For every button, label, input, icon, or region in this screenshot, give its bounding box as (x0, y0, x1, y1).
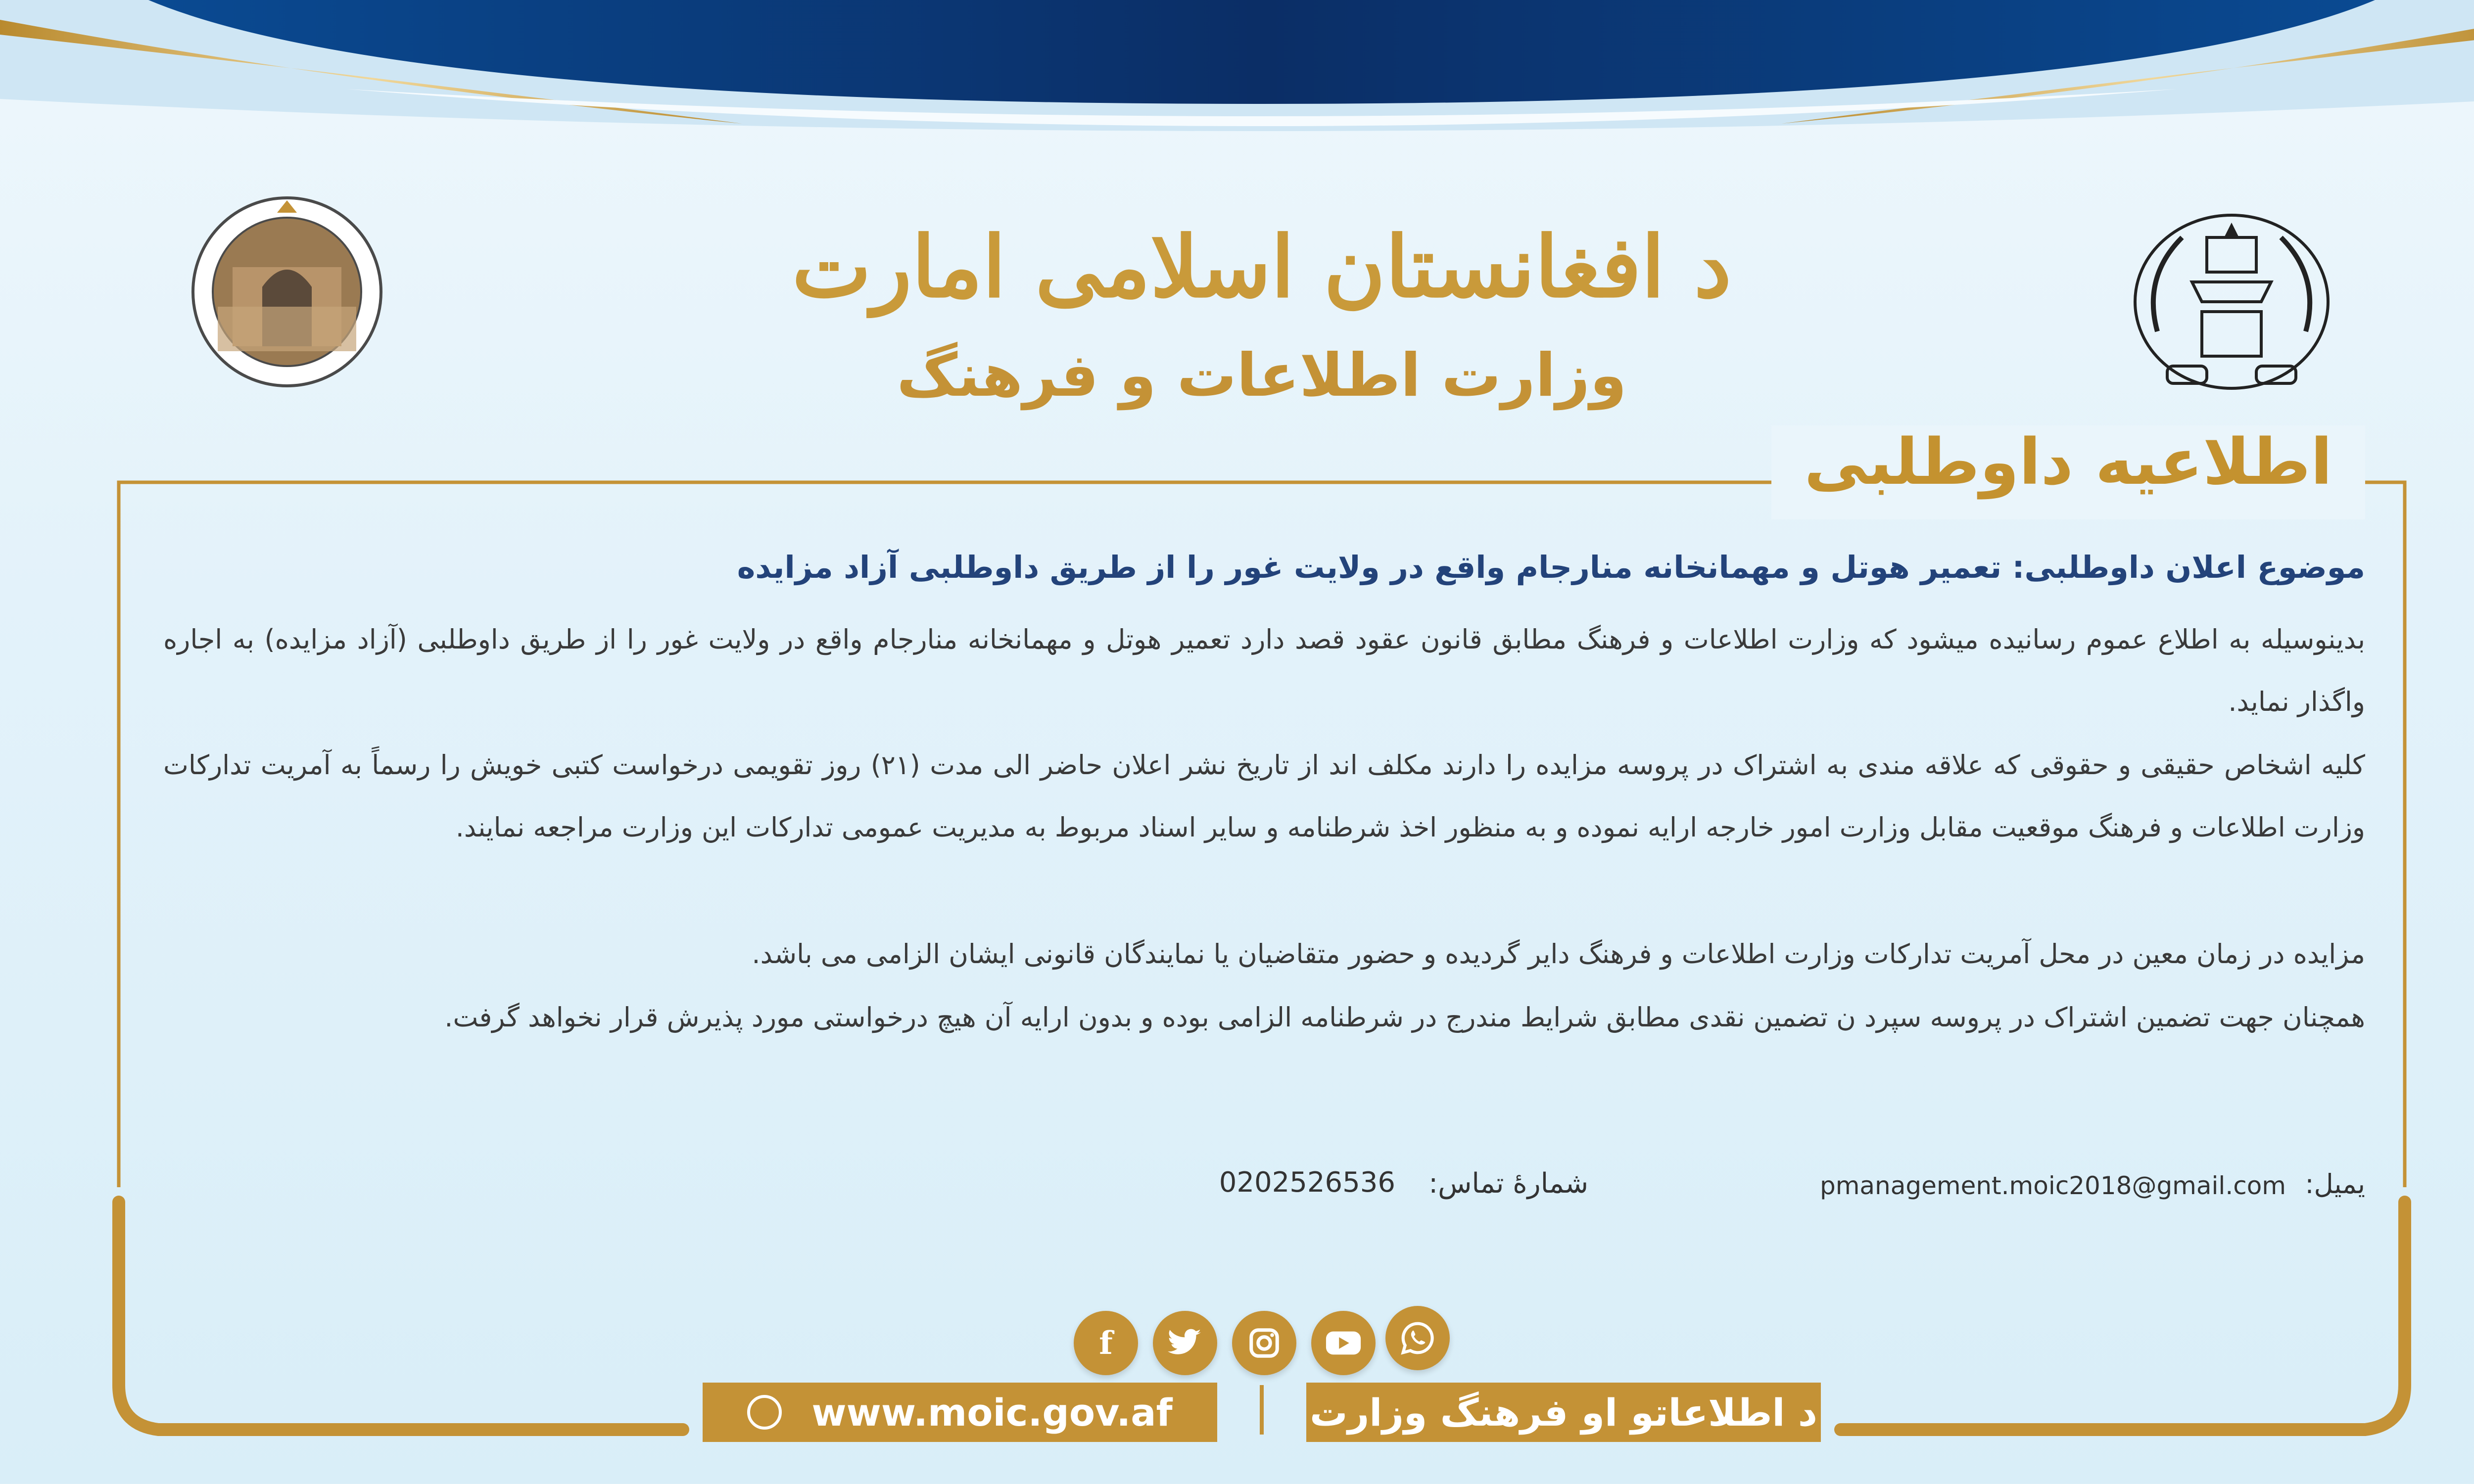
notice-paragraph: بدینوسیله به اطلاع عموم رسانیده میشود که وزارت اطلاعات و فرهنگ مطابق قانون عقود قصد دارد تعمیر هوتل و مهمانخانه منارجام واقع در ولایت غور را از طریق داوطلبی (آزاد مزایده) به اجاره واگذار نماید. (163, 624, 2365, 717)
twitter-icon[interactable] (1153, 1311, 1217, 1375)
ministry-seal-icon (188, 193, 386, 391)
notice-subject: موضوع اعلان داوطلبی: تعمیر هوتل و مهمانخانه منارجام واقع در ولایت غور را از طریق داوطلبی آزاد مزایده (737, 549, 2365, 585)
website-text: www.moic.gov.af (811, 1390, 1173, 1435)
instagram-icon[interactable] (1232, 1311, 1296, 1375)
website-link[interactable] (703, 1383, 1217, 1442)
notice-heading: اطلاعیه داوطلبی (1771, 425, 2365, 519)
emirate-emblem-icon (2128, 203, 2335, 401)
ministry-name: وزارت اطلاعات و فرهنگ (897, 341, 1627, 410)
ministry-pashto-label: د اطلاعاتو او فرهنگ وزارت (1306, 1383, 1821, 1442)
whatsapp-icon[interactable] (1385, 1306, 1450, 1370)
facebook-icon[interactable]: f (1074, 1311, 1138, 1375)
email-label: یمیل: (2305, 1168, 2365, 1200)
youtube-icon[interactable] (1311, 1311, 1376, 1375)
phone-number[interactable]: 0202526536 (1219, 1166, 1395, 1199)
email-address[interactable]: pmanagement.moic2018@gmail.com (1819, 1171, 2286, 1200)
notice-paragraph: کلیه اشخاص حقیقی و حقوقی که علاقه مندی به اشتراک در پروسه مزایده را دارند مکلف اند از تاریخ نشر اعلان حاضر الی مدت (۲۱) روز تقویمی درخواست کتبی خویش را رسماً به آمریت تدارکات وزارت اطلاعات و فرهنگ موقعیت مقابل وزارت امور خارجه ارایه نموده و به منظور اخذ شرطنامه و سایر اسناد مربوط به مدیریت عمومی تدارکات این وزارت مراجعه نمایند. (163, 749, 2365, 843)
header-banner (0, 0, 2474, 148)
globe-icon (747, 1395, 782, 1430)
notice-paragraph: مزایده در زمان معین در محل آمریت تدارکات وزارت اطلاعات و فرهنگ دایر گردیده و حضور متقاضیان یا نمایندگان قانونی ایشان الزامی می باشد. (752, 938, 2365, 970)
emirate-title: د افغانستان اسلامی امارت (792, 218, 1732, 317)
notice-paragraph: همچنان جهت تضمین اشتراک در پروسه سپرد ن تضمین نقدی مطابق شرایط مندرج در شرطنامه الزامی بوده و بدون ارایه آن هیچ درخواستی مورد پذیرش قرار نخواهد گرفت. (444, 1002, 2365, 1033)
phone-label: شمارۀ تماس: (1428, 1167, 1588, 1200)
